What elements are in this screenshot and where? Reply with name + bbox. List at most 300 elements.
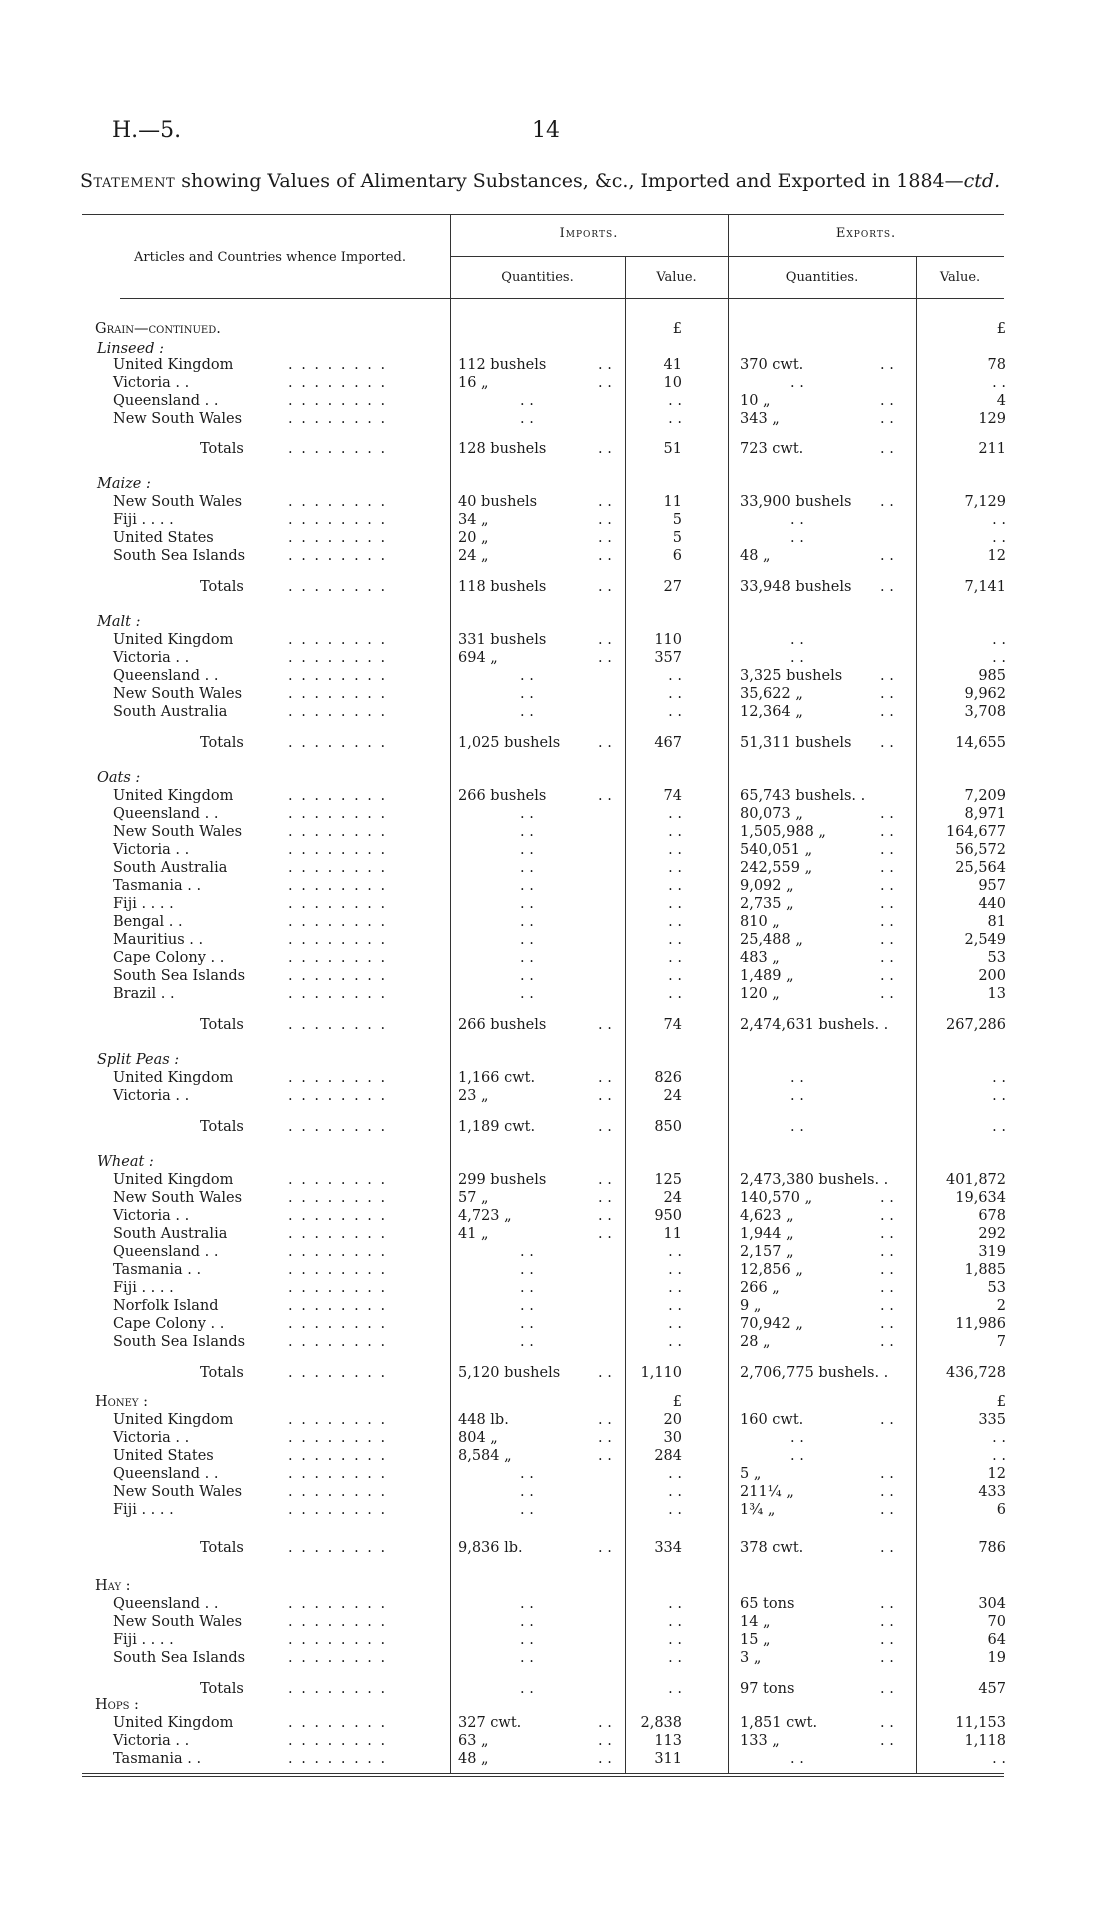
export-value: 19,634 bbox=[955, 1190, 1006, 1206]
totals-label: Totals bbox=[200, 1119, 244, 1135]
export-value: 200 bbox=[978, 968, 1006, 984]
import-quantity-dots: . . bbox=[598, 1208, 612, 1224]
leader-dots: . . . . . . . . bbox=[288, 650, 388, 666]
import-quantity-dots: . . bbox=[598, 1172, 612, 1188]
import-value: 24 bbox=[663, 1190, 682, 1206]
import-quantity-dots: . . bbox=[598, 1715, 612, 1731]
export-quantity-dots: . . bbox=[880, 1262, 894, 1278]
export-quantity-dots: . . bbox=[880, 1298, 894, 1314]
export-quantity: 723 cwt. bbox=[740, 441, 804, 457]
export-value: . . bbox=[992, 1448, 1006, 1464]
export-value: 2,549 bbox=[964, 932, 1006, 948]
export-value: 12 bbox=[987, 548, 1006, 564]
export-quantity: 133 „ bbox=[740, 1733, 780, 1749]
export-quantity-dots: . . bbox=[880, 824, 894, 840]
import-value: 125 bbox=[654, 1172, 682, 1188]
export-value: . . bbox=[992, 1088, 1006, 1104]
import-quantity-empty: . . bbox=[520, 878, 534, 894]
country-name: New South Wales bbox=[113, 1190, 243, 1206]
import-quantity-empty: . . bbox=[520, 1334, 534, 1350]
country-name: South Sea Islands bbox=[113, 1334, 246, 1350]
import-value: . . bbox=[668, 878, 682, 894]
leader-dots: . . . . . . . . bbox=[288, 1298, 388, 1314]
export-quantity-empty: . . bbox=[790, 632, 804, 648]
export-quantity: 14 „ bbox=[740, 1614, 771, 1630]
import-quantity: 128 bushels bbox=[458, 441, 547, 457]
leader-dots: . . . . . . . . bbox=[288, 393, 388, 409]
import-value: 950 bbox=[654, 1208, 682, 1224]
import-value: . . bbox=[668, 896, 682, 912]
export-value: 13 bbox=[987, 986, 1006, 1002]
import-value: . . bbox=[668, 1614, 682, 1630]
import-value: 467 bbox=[654, 735, 682, 751]
import-quantity-dots: . . bbox=[598, 1119, 612, 1135]
export-value: 335 bbox=[978, 1412, 1006, 1428]
country-name: United Kingdom bbox=[113, 1715, 234, 1731]
import-quantity-empty: . . bbox=[520, 1614, 534, 1630]
import-value: 113 bbox=[654, 1733, 682, 1749]
header-export-value: Value. bbox=[939, 270, 981, 285]
totals-label: Totals bbox=[200, 441, 244, 457]
country-name: South Australia bbox=[113, 1226, 228, 1242]
leader-dots: . . . . . . . . bbox=[288, 1119, 388, 1135]
country-name: Queensland . . bbox=[113, 1466, 219, 1482]
leader-dots: . . . . . . . . bbox=[288, 530, 388, 546]
country-name: Victoria . . bbox=[113, 1733, 190, 1749]
leader-dots: . . . . . . . . bbox=[288, 357, 388, 373]
import-quantity-dots: . . bbox=[598, 1733, 612, 1749]
import-value: 41 bbox=[663, 357, 682, 373]
export-value: 211 bbox=[978, 441, 1006, 457]
import-quantity-empty: . . bbox=[520, 1316, 534, 1332]
export-quantity-dots: . . bbox=[880, 668, 894, 684]
table-row bbox=[0, 1649, 1114, 1667]
export-value: 19 bbox=[987, 1650, 1006, 1666]
import-value: . . bbox=[668, 1484, 682, 1500]
group-label: Malt : bbox=[97, 614, 141, 630]
leader-dots: . . . . . . . . bbox=[288, 1208, 388, 1224]
import-quantity-dots: . . bbox=[598, 632, 612, 648]
import-quantity-empty: . . bbox=[520, 1632, 534, 1648]
header-exports: Exports. bbox=[835, 226, 897, 241]
import-value: . . bbox=[668, 1681, 682, 1697]
export-value: 7,209 bbox=[964, 788, 1006, 804]
import-value: 110 bbox=[654, 632, 682, 648]
country-name: United Kingdom bbox=[113, 632, 234, 648]
table-row bbox=[0, 1714, 1114, 1732]
import-value: . . bbox=[668, 914, 682, 930]
export-value: 164,677 bbox=[946, 824, 1006, 840]
leader-dots: . . . . . . . . bbox=[288, 1334, 388, 1350]
export-quantity-empty: . . bbox=[790, 375, 804, 391]
table-row bbox=[0, 967, 1114, 985]
import-quantity-empty: . . bbox=[520, 968, 534, 984]
leader-dots: . . . . . . . . bbox=[288, 1172, 388, 1188]
export-quantity-dots: . . bbox=[880, 579, 894, 595]
import-value: 311 bbox=[654, 1751, 682, 1767]
section-label: Honey : bbox=[95, 1394, 148, 1410]
import-value: 357 bbox=[654, 650, 682, 666]
import-value: . . bbox=[668, 686, 682, 702]
table-row bbox=[0, 1613, 1114, 1631]
leader-dots: . . . . . . . . bbox=[288, 932, 388, 948]
import-quantity-dots: . . bbox=[598, 1190, 612, 1206]
export-quantity-dots: . . bbox=[880, 1280, 894, 1296]
export-quantity-dots: . . bbox=[880, 1334, 894, 1350]
leader-dots: . . . . . . . . bbox=[288, 1681, 388, 1697]
import-value: £ bbox=[672, 321, 682, 337]
table-row bbox=[0, 631, 1114, 649]
export-quantity: 2,735 „ bbox=[740, 896, 794, 912]
export-value: 957 bbox=[978, 878, 1006, 894]
export-quantity: 2,157 „ bbox=[740, 1244, 794, 1260]
table-row bbox=[0, 823, 1114, 841]
export-value: 6 bbox=[996, 1502, 1006, 1518]
header-import-value: Value. bbox=[656, 270, 697, 285]
export-quantity: 33,900 bushels bbox=[740, 494, 852, 510]
import-quantity: 41 „ bbox=[458, 1226, 489, 1242]
import-quantity-dots: . . bbox=[598, 1226, 612, 1242]
import-quantity-empty: . . bbox=[520, 1650, 534, 1666]
table-row bbox=[0, 805, 1114, 823]
table-row bbox=[0, 1465, 1114, 1483]
export-value: 433 bbox=[978, 1484, 1006, 1500]
export-value: 440 bbox=[978, 896, 1006, 912]
totals-row bbox=[0, 578, 1114, 596]
import-value: 5 bbox=[672, 512, 682, 528]
export-value: 12 bbox=[987, 1466, 1006, 1482]
export-quantity: 25,488 „ bbox=[740, 932, 803, 948]
country-name: United Kingdom bbox=[113, 1412, 234, 1428]
country-name: Cape Colony . . bbox=[113, 1316, 225, 1332]
export-quantity-dots: . . bbox=[880, 986, 894, 1002]
import-quantity-empty: . . bbox=[520, 806, 534, 822]
import-quantity-dots: . . bbox=[598, 1017, 612, 1033]
leader-dots: . . . . . . . . bbox=[288, 579, 388, 595]
import-value: . . bbox=[668, 1502, 682, 1518]
export-quantity: 35,622 „ bbox=[740, 686, 803, 702]
table-row bbox=[0, 787, 1114, 805]
table-row bbox=[0, 1595, 1114, 1613]
export-value: 64 bbox=[987, 1632, 1006, 1648]
export-value: . . bbox=[992, 530, 1006, 546]
country-name: Fiji . . . . bbox=[113, 1502, 174, 1518]
country-name: Fiji . . . . bbox=[113, 896, 174, 912]
country-name: Queensland . . bbox=[113, 1596, 219, 1612]
export-quantity-dots: . . bbox=[880, 1681, 894, 1697]
import-quantity-dots: . . bbox=[598, 441, 612, 457]
table-row bbox=[0, 1315, 1114, 1333]
export-value: 678 bbox=[978, 1208, 1006, 1224]
export-value: 4 bbox=[996, 393, 1006, 409]
export-quantity-dots: . . bbox=[880, 548, 894, 564]
export-quantity: 12,856 „ bbox=[740, 1262, 803, 1278]
export-value: 401,872 bbox=[946, 1172, 1006, 1188]
table-row bbox=[0, 493, 1114, 511]
import-value: 74 bbox=[663, 1017, 682, 1033]
export-value: 25,564 bbox=[955, 860, 1006, 876]
table-row bbox=[0, 913, 1114, 931]
import-quantity: 299 bushels bbox=[458, 1172, 547, 1188]
leader-dots: . . . . . . . . bbox=[288, 1430, 388, 1446]
import-quantity: 8,584 „ bbox=[458, 1448, 512, 1464]
export-quantity-dots: . . bbox=[880, 411, 894, 427]
export-value: 2 bbox=[996, 1298, 1006, 1314]
export-value: . . bbox=[992, 650, 1006, 666]
table-row bbox=[0, 1069, 1114, 1087]
import-value: . . bbox=[668, 842, 682, 858]
heading-statement-word: Statement bbox=[80, 170, 176, 192]
page-number: 14 bbox=[532, 118, 560, 143]
import-quantity-empty: . . bbox=[520, 393, 534, 409]
leader-dots: . . . . . . . . bbox=[288, 1540, 388, 1556]
leader-dots: . . . . . . . . bbox=[288, 1502, 388, 1518]
country-name: Bengal . . bbox=[113, 914, 183, 930]
export-quantity-dots: . . bbox=[880, 357, 894, 373]
import-quantity-dots: . . bbox=[598, 1751, 612, 1767]
group-row bbox=[0, 475, 1114, 493]
export-quantity-dots: . . bbox=[880, 1733, 894, 1749]
export-value: . . bbox=[992, 632, 1006, 648]
export-value: 56,572 bbox=[955, 842, 1006, 858]
export-value: 8,971 bbox=[964, 806, 1006, 822]
export-quantity: 65,743 bushels. . bbox=[740, 788, 866, 804]
import-value: . . bbox=[668, 968, 682, 984]
table-row bbox=[0, 1447, 1114, 1465]
table-row bbox=[0, 1732, 1114, 1750]
table-row bbox=[0, 392, 1114, 410]
table-row bbox=[0, 1171, 1114, 1189]
export-quantity: 370 cwt. bbox=[740, 357, 804, 373]
group-row bbox=[0, 1051, 1114, 1069]
totals-row bbox=[0, 734, 1114, 752]
export-value: 319 bbox=[978, 1244, 1006, 1260]
leader-dots: . . . . . . . . bbox=[288, 896, 388, 912]
import-quantity: 804 „ bbox=[458, 1430, 498, 1446]
totals-label: Totals bbox=[200, 735, 244, 751]
export-value: 1,885 bbox=[964, 1262, 1006, 1278]
import-quantity-dots: . . bbox=[598, 530, 612, 546]
export-quantity-dots: . . bbox=[880, 896, 894, 912]
leader-dots: . . . . . . . . bbox=[288, 668, 388, 684]
import-quantity: 34 „ bbox=[458, 512, 489, 528]
export-value: 9,962 bbox=[964, 686, 1006, 702]
country-name: Victoria . . bbox=[113, 842, 190, 858]
import-quantity: 118 bushels bbox=[458, 579, 547, 595]
import-quantity: 112 bushels bbox=[458, 357, 547, 373]
leader-dots: . . . . . . . . bbox=[288, 704, 388, 720]
export-quantity-dots: . . bbox=[880, 1226, 894, 1242]
header-import-quantities: Quantities. bbox=[501, 270, 574, 285]
export-quantity: 242,559 „ bbox=[740, 860, 813, 876]
section-label: Hops : bbox=[95, 1697, 139, 1713]
export-value: £ bbox=[996, 321, 1006, 337]
import-value: . . bbox=[668, 411, 682, 427]
table-row bbox=[0, 877, 1114, 895]
export-quantity-dots: . . bbox=[880, 704, 894, 720]
group-label: Oats : bbox=[97, 770, 141, 786]
import-quantity: 331 bushels bbox=[458, 632, 547, 648]
country-name: United States bbox=[113, 1448, 214, 1464]
totals-row bbox=[0, 1118, 1114, 1136]
export-quantity-dots: . . bbox=[880, 686, 894, 702]
leader-dots: . . . . . . . . bbox=[288, 878, 388, 894]
totals-row bbox=[0, 1539, 1114, 1557]
table-row bbox=[0, 1429, 1114, 1447]
leader-dots: . . . . . . . . bbox=[288, 1466, 388, 1482]
export-quantity-dots: . . bbox=[880, 1244, 894, 1260]
table-bottom-rule-2 bbox=[82, 1776, 1004, 1777]
header-articles: Articles and Countries whence Imported. bbox=[134, 250, 406, 265]
group-label: Linseed : bbox=[97, 341, 164, 357]
import-value: 284 bbox=[654, 1448, 682, 1464]
country-name: Mauritius . . bbox=[113, 932, 204, 948]
export-quantity-dots: . . bbox=[880, 441, 894, 457]
table-row bbox=[0, 1207, 1114, 1225]
section-label: Grain—continued. bbox=[95, 321, 221, 337]
import-quantity-empty: . . bbox=[520, 411, 534, 427]
document-reference: H.—5. bbox=[112, 118, 182, 143]
export-quantity: 3 „ bbox=[740, 1650, 762, 1666]
leader-dots: . . . . . . . . bbox=[288, 842, 388, 858]
import-quantity-empty: . . bbox=[520, 1298, 534, 1314]
country-name: Victoria . . bbox=[113, 375, 190, 391]
export-quantity-empty: . . bbox=[790, 1430, 804, 1446]
export-quantity-empty: . . bbox=[790, 1448, 804, 1464]
import-value: 2,838 bbox=[640, 1715, 682, 1731]
heading-text: showing Values of Alimentary Substances, &c., Imported and Exported in 1884— bbox=[175, 170, 964, 192]
leader-dots: . . . . . . . . bbox=[288, 1226, 388, 1242]
export-quantity-dots: . . bbox=[880, 842, 894, 858]
export-quantity-dots: . . bbox=[880, 1715, 894, 1731]
table-row bbox=[0, 931, 1114, 949]
export-quantity: 10 „ bbox=[740, 393, 771, 409]
header-imports: Imports. bbox=[559, 226, 619, 241]
import-value: 5 bbox=[672, 530, 682, 546]
import-value: 334 bbox=[654, 1540, 682, 1556]
import-quantity-dots: . . bbox=[598, 1540, 612, 1556]
import-value: . . bbox=[668, 1280, 682, 1296]
table-row bbox=[0, 1225, 1114, 1243]
import-quantity: 266 bushels bbox=[458, 1017, 547, 1033]
leader-dots: . . . . . . . . bbox=[288, 548, 388, 564]
country-name: Fiji . . . . bbox=[113, 1280, 174, 1296]
export-quantity: 48 „ bbox=[740, 548, 771, 564]
export-value: 81 bbox=[987, 914, 1006, 930]
leader-dots: . . . . . . . . bbox=[288, 1632, 388, 1648]
country-name: New South Wales bbox=[113, 494, 243, 510]
table-row bbox=[0, 1297, 1114, 1315]
export-quantity: 65 tons bbox=[740, 1596, 795, 1612]
import-quantity-empty: . . bbox=[520, 1484, 534, 1500]
export-quantity: 28 „ bbox=[740, 1334, 771, 1350]
export-quantity: 12,364 „ bbox=[740, 704, 803, 720]
export-quantity-dots: . . bbox=[880, 494, 894, 510]
export-quantity: 378 cwt. bbox=[740, 1540, 804, 1556]
country-name: New South Wales bbox=[113, 1484, 243, 1500]
leader-dots: . . . . . . . . bbox=[288, 1484, 388, 1500]
import-value: 24 bbox=[663, 1088, 682, 1104]
export-value: 70 bbox=[987, 1614, 1006, 1630]
section-row bbox=[0, 1577, 1114, 1595]
leader-dots: . . . . . . . . bbox=[288, 735, 388, 751]
leader-dots: . . . . . . . . bbox=[288, 1088, 388, 1104]
export-quantity: 3,325 bushels bbox=[740, 668, 843, 684]
import-quantity-dots: . . bbox=[598, 1448, 612, 1464]
export-quantity: 70,942 „ bbox=[740, 1316, 803, 1332]
country-name: Victoria . . bbox=[113, 1088, 190, 1104]
import-value: . . bbox=[668, 986, 682, 1002]
import-quantity-dots: . . bbox=[598, 735, 612, 751]
group-row bbox=[0, 1153, 1114, 1171]
table-row bbox=[0, 949, 1114, 967]
import-value: . . bbox=[668, 1316, 682, 1332]
import-quantity-dots: . . bbox=[598, 650, 612, 666]
leader-dots: . . . . . . . . bbox=[288, 860, 388, 876]
import-value: . . bbox=[668, 1632, 682, 1648]
export-quantity: 4,623 „ bbox=[740, 1208, 794, 1224]
export-quantity-dots: . . bbox=[880, 932, 894, 948]
export-value: 436,728 bbox=[946, 1365, 1006, 1381]
leader-dots: . . . . . . . . bbox=[288, 1365, 388, 1381]
import-quantity-dots: . . bbox=[598, 579, 612, 595]
export-quantity-dots: . . bbox=[880, 1316, 894, 1332]
export-value: 457 bbox=[978, 1681, 1006, 1697]
export-quantity-empty: . . bbox=[790, 1088, 804, 1104]
table-row bbox=[0, 1411, 1114, 1429]
table-row bbox=[0, 895, 1114, 913]
export-quantity-dots: . . bbox=[880, 1190, 894, 1206]
table-row bbox=[0, 685, 1114, 703]
import-quantity-empty: . . bbox=[520, 1596, 534, 1612]
import-quantity: 16 „ bbox=[458, 375, 489, 391]
country-name: Brazil . . bbox=[113, 986, 175, 1002]
statement-heading bbox=[80, 170, 1040, 192]
export-value: 985 bbox=[978, 668, 1006, 684]
export-value: 53 bbox=[987, 950, 1006, 966]
export-quantity-empty: . . bbox=[790, 1070, 804, 1086]
import-value: . . bbox=[668, 1244, 682, 1260]
country-name: New South Wales bbox=[113, 1614, 243, 1630]
export-value: 3,708 bbox=[964, 704, 1006, 720]
import-quantity: 20 „ bbox=[458, 530, 489, 546]
export-quantity: 540,051 „ bbox=[740, 842, 813, 858]
section-label: Hay : bbox=[95, 1578, 131, 1594]
import-value: . . bbox=[668, 806, 682, 822]
export-value: 11,986 bbox=[955, 1316, 1006, 1332]
export-value: 292 bbox=[978, 1226, 1006, 1242]
import-value: . . bbox=[668, 932, 682, 948]
import-value: 6 bbox=[672, 548, 682, 564]
totals-row bbox=[0, 1016, 1114, 1034]
table-row bbox=[0, 410, 1114, 428]
export-quantity: 266 „ bbox=[740, 1280, 780, 1296]
export-value: 78 bbox=[987, 357, 1006, 373]
export-quantity: 33,948 bushels bbox=[740, 579, 852, 595]
import-value: . . bbox=[668, 1262, 682, 1278]
table-row bbox=[0, 1261, 1114, 1279]
export-quantity-dots: . . bbox=[880, 1502, 894, 1518]
import-quantity-empty: . . bbox=[520, 1681, 534, 1697]
export-value: £ bbox=[996, 1394, 1006, 1410]
export-quantity: 1,489 „ bbox=[740, 968, 794, 984]
leader-dots: . . . . . . . . bbox=[288, 1412, 388, 1428]
export-quantity: 1,944 „ bbox=[740, 1226, 794, 1242]
export-quantity: 2,473,380 bushels. . bbox=[740, 1172, 889, 1188]
leader-dots: . . . . . . . . bbox=[288, 1017, 388, 1033]
export-value: 7 bbox=[996, 1334, 1006, 1350]
import-quantity-empty: . . bbox=[520, 896, 534, 912]
